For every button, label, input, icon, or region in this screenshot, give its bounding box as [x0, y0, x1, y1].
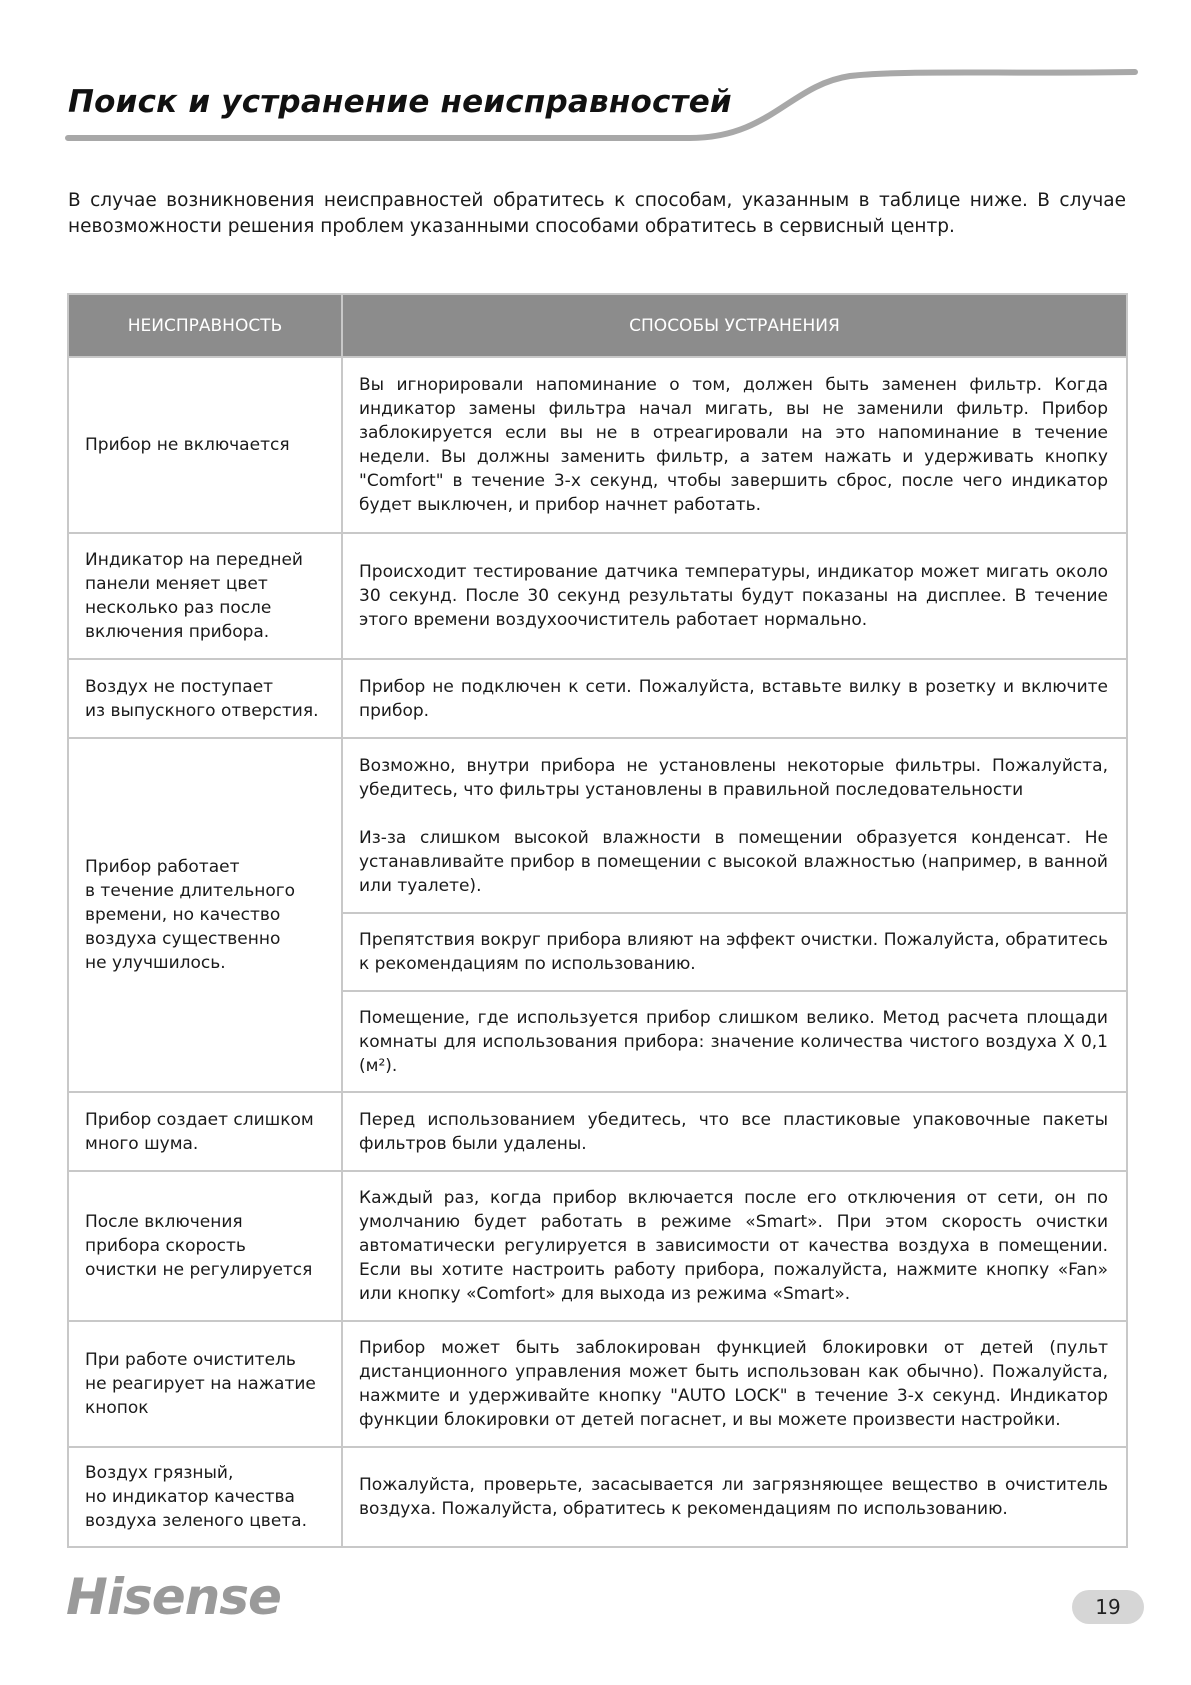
- table-row: [68, 738, 1127, 913]
- solution-cell: Возможно, внутри прибора не установлены некоторые фильтры. Пожалуйста, убедитесь, что фильтры установлены в правильной последовательности Из-за слишком высокой влажности в помещении образуется конденсат. Не устанавливайте прибор в помещении с высокой влажностью (например, в ванной или туалете).: [342, 738, 1127, 913]
- solution-cell: Прибор может быть заблокирован функцией блокировки от детей (пульт дистанционного управления может быть использован как обычно). Пожалуйста, нажмите и удерживайте кнопку "AUTO LOCK" в течение 3-х секунд. Индикатор функции блокировки от детей погаснет, и вы можете произвести настройки.: [342, 1321, 1127, 1447]
- header-problem: НЕИСПРАВНОСТЬ: [68, 294, 342, 357]
- problem-cell: Прибор не включается: [68, 357, 342, 533]
- problem-cell: Индикатор на передней панели меняет цвет несколько раз после включения прибора.: [68, 533, 342, 659]
- solution-cell: Прибор не подключен к сети. Пожалуйста, вставьте вилку в розетку и включите прибор.: [342, 659, 1127, 738]
- problem-cell: Прибор создает слишком много шума.: [68, 1092, 342, 1171]
- problem-cell: Воздух грязный, но индикатор качества воздуха зеленого цвета.: [68, 1447, 342, 1547]
- solution-cell: Каждый раз, когда прибор включается после его отключения от сети, он по умолчанию будет работать в режиме «Smart». При этом скорость очистки автоматически регулируется в зависимости от качества воздуха в помещении. Если вы хотите настроить работу прибора, пожалуйста, нажмите кнопку «Fan» или кнопку «Comfort» для выхода из режима «Smart».: [342, 1171, 1127, 1321]
- title-decoration-curve: [0, 0, 1191, 160]
- table-row: [68, 357, 1127, 533]
- solution-cell: Вы игнорировали напоминание о том, должен быть заменен фильтр. Когда индикатор замены фильтра начал мигать, вы не заменили фильтр. Прибор заблокируется если вы не в отреагировали на это напоминание в течение недели. Вы должны заменить фильтр, а затем нажать и удерживать кнопку "Comfort" в течение 3-х секунд, чтобы завершить сброс, после чего индикатор будет выключен, и прибор начнет работать.: [342, 357, 1127, 533]
- table-row: [68, 533, 1127, 659]
- solution-cell: Перед использованием убедитесь, что все пластиковые упаковочные пакеты фильтров были удалены.: [342, 1092, 1127, 1171]
- troubleshooting-table: [67, 293, 1128, 1548]
- table-row: [68, 659, 1127, 738]
- page-number: 19: [1072, 1590, 1144, 1624]
- page-title: Поиск и устранение неисправностей: [68, 84, 732, 120]
- problem-cell: Воздух не поступает из выпускного отверстия.: [68, 659, 342, 738]
- solution-cell: Препятствия вокруг прибора влияют на эффект очистки. Пожалуйста, обратитесь к рекомендациям по использованию.: [342, 913, 1127, 991]
- problem-cell: Прибор работает в течение длительного времени, но качество воздуха существенно не улучшилось.: [68, 738, 342, 1092]
- problem-cell: После включения прибора скорость очистки не регулируется: [68, 1171, 342, 1321]
- header-solution: СПОСОБЫ УСТРАНЕНИЯ: [342, 294, 1127, 357]
- table-header-row: [68, 294, 1127, 357]
- solution-cell: Происходит тестирование датчика температуры, индикатор может мигать около 30 секунд. После 30 секунд результаты будут показаны на дисплее. В течение этого времени воздухоочиститель работает нормально.: [342, 533, 1127, 659]
- brand-logo: Hisense: [66, 1568, 281, 1626]
- table-row: [68, 1092, 1127, 1171]
- intro-paragraph: В случае возникновения неисправностей обратитесь к способам, указанным в таблице ниже. В случае невозможности решения проблем указанными способами обратитесь в сервисный центр.: [68, 190, 1126, 237]
- table-row: [68, 1447, 1127, 1547]
- solution-cell: Пожалуйста, проверьте, засасывается ли загрязняющее вещество в очиститель воздуха. Пожалуйста, обратитесь к рекомендациям по использованию.: [342, 1447, 1127, 1547]
- table-row: [68, 1321, 1127, 1447]
- solution-cell: Помещение, где используется прибор слишком велико. Метод расчета площади комнаты для использования прибора: значение количества чистого воздуха X 0,1 (м²).: [342, 991, 1127, 1092]
- problem-cell: При работе очиститель не реагирует на нажатие кнопок: [68, 1321, 342, 1447]
- table-row: [68, 1171, 1127, 1321]
